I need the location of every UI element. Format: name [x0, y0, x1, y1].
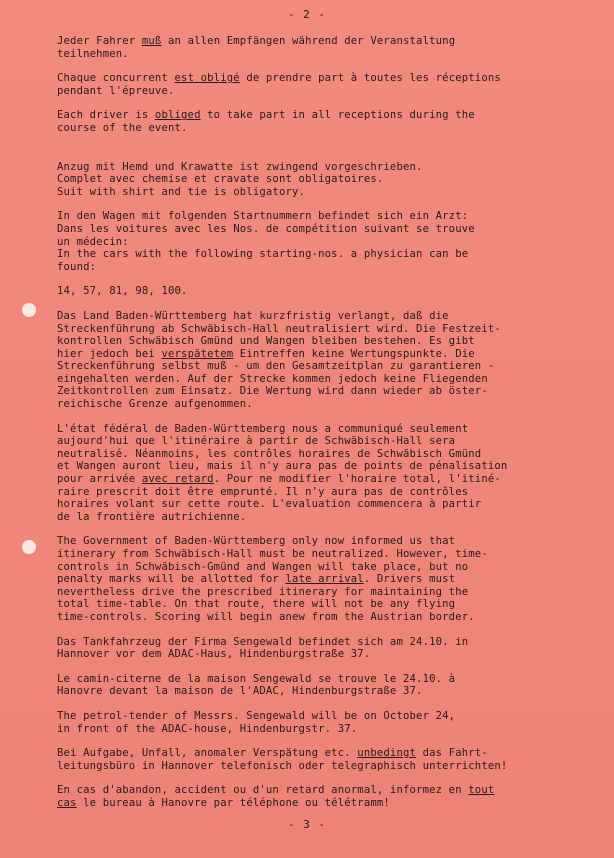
- text-segment: das Fahrt-: [416, 747, 488, 760]
- text-line: [57, 448, 597, 461]
- text-segment: Jeder Fahrer: [57, 35, 142, 47]
- paragraph: [57, 710, 597, 735]
- underlined-text: cas: [57, 796, 77, 809]
- text-segment: pour arrivée: [57, 473, 142, 486]
- page-number-top: - 2 -: [287, 8, 327, 21]
- paragraph: [57, 423, 597, 524]
- text-line: [57, 236, 597, 249]
- text-line: [57, 323, 597, 336]
- text-line: [57, 710, 597, 723]
- text-line: [57, 797, 597, 810]
- text-segment: Dans les voitures avec les Nos. de compétition suivant se trouve: [57, 222, 475, 235]
- paragraph: [57, 210, 597, 273]
- text-line: [57, 784, 597, 797]
- text-line: [57, 285, 597, 298]
- text-segment: The petrol-tender of Messrs. Sengewald will be on October 24,: [57, 709, 456, 722]
- text-segment: le bureau à Hanovre par téléphone ou télétramm!: [76, 796, 390, 809]
- text-segment: Hannover vor dem ADAC-Haus, Hindenburgstraße 37.: [57, 648, 371, 661]
- text-segment: Le camin-citerne de la maison Sengewald se trouve le 24.10. à: [57, 672, 456, 685]
- text-segment: controls in Schwäbisch-Gmünd and Wangen will take place, but no: [57, 560, 469, 573]
- document-body: [57, 35, 597, 810]
- text-line: [57, 72, 597, 85]
- text-line: [57, 348, 597, 361]
- text-line: [57, 423, 597, 436]
- text-line: [57, 373, 597, 386]
- text-segment: teilnehmen.: [57, 47, 129, 60]
- text-segment: time-controls. Scoring will begin anew from the Austrian border.: [57, 610, 475, 623]
- text-line: [57, 747, 597, 760]
- paragraph: [57, 35, 597, 60]
- text-line: [57, 486, 597, 499]
- paragraph: [57, 673, 597, 698]
- text-segment: 14, 57, 81, 98, 100.: [57, 285, 188, 298]
- text-line: [57, 398, 597, 411]
- text-segment: . Pour ne modifier l'horaire total, l'itiné-: [213, 473, 501, 486]
- punch-hole: [22, 303, 36, 317]
- text-line: [57, 548, 597, 561]
- paragraph: [57, 109, 597, 134]
- text-segment: reichische Grenze aufgenommen.: [57, 398, 253, 411]
- text-segment: eingehalten werden. Auf der Strecke kommen jedoch keine Fliegenden: [57, 372, 488, 385]
- text-segment: kontrollen Schwäbisch Gmünd und Wangen bleiben bestehen. Es gibt: [57, 335, 475, 348]
- text-segment: in front of the ADAC-house, Hindenburgstr. 37.: [57, 722, 358, 735]
- text-line: [57, 261, 597, 274]
- text-segment: total time-table. On that route, there will not be any flying: [57, 598, 456, 611]
- text-segment: Das Tankfahrzeug der Firma Sengewald befindet sich am 24.10. in: [57, 635, 469, 648]
- text-segment: found:: [57, 260, 97, 273]
- paragraph: [57, 161, 597, 199]
- text-line: [57, 573, 597, 586]
- text-line: [57, 648, 597, 661]
- text-line: [57, 35, 597, 48]
- text-segment: an allen Empfängen während der Veranstaltung: [161, 35, 456, 47]
- text-segment: En cas d'abandon, accident ou d'un retard anormal, informez en: [57, 784, 469, 797]
- text-line: [57, 511, 597, 524]
- paragraph: [57, 285, 597, 298]
- paragraph: [57, 310, 597, 411]
- text-segment: Suit with shirt and tie is obligatory.: [57, 185, 306, 198]
- text-line: [57, 248, 597, 261]
- text-segment: . Drivers must: [363, 573, 456, 586]
- underlined-text: est obligé: [174, 72, 240, 85]
- underlined-text: avec retard: [141, 473, 214, 486]
- text-line: [57, 310, 597, 323]
- underlined-text: verspätetem: [161, 347, 234, 360]
- underlined-text: obliged: [154, 109, 201, 122]
- text-line: [57, 173, 597, 186]
- text-segment: Zeitkontrollen zum Einsatz. Die Wertung wird dann wieder ab öster-: [57, 385, 488, 398]
- text-segment: Hanovre devant la maison de l'ADAC, Hindenburgstraße 37.: [57, 685, 423, 698]
- underlined-text: late arrival: [285, 573, 364, 586]
- text-segment: neutralisé. Néanmoins, les contrôles horaires de Schwäbisch Gmünd: [57, 447, 482, 460]
- text-line: [57, 598, 597, 611]
- underlined-text: muß: [141, 35, 162, 47]
- text-line: [57, 685, 597, 698]
- text-line: [57, 186, 597, 199]
- text-segment: In the cars with the following starting-nos. a physician can be: [57, 248, 469, 261]
- text-segment: course of the event.: [57, 121, 188, 134]
- text-segment: penalty marks will be allotted for: [57, 573, 286, 586]
- text-line: [57, 586, 597, 599]
- text-segment: raire prescrit doit être emprunté. Il n'y aura pas de contrôles: [57, 485, 469, 498]
- underlined-text: tout: [468, 784, 495, 797]
- text-segment: L'état fédéral de Baden-Württemberg nous a communiqué seulement: [57, 422, 469, 435]
- text-segment: In den Wagen mit folgenden Startnummern befindet sich ein Arzt:: [57, 210, 469, 223]
- page-number-bottom: - 3 -: [287, 818, 327, 831]
- text-segment: itinerary from Schwäbisch-Hall must be neutralized. However, time-: [57, 548, 488, 560]
- text-line: [57, 561, 597, 574]
- text-segment: to take part in all receptions during the: [200, 109, 475, 122]
- text-line: [57, 723, 597, 736]
- text-segment: Anzug mit Hemd und Krawatte ist zwingend vorgeschrieben.: [57, 160, 423, 173]
- paragraph: [57, 747, 597, 772]
- punch-hole: [22, 540, 36, 554]
- text-line: [57, 460, 597, 473]
- text-line: [57, 109, 597, 122]
- text-segment: Streckenführung ab Schwäbisch-Hall neutralisiert wird. Die Festzeit-: [57, 322, 501, 335]
- text-line: [57, 611, 597, 624]
- text-segment: nevertheless drive the prescribed itinerary for maintaining the: [57, 585, 469, 598]
- text-segment: et Wangen auront lieu, mais il n'y aura pas de points de pénalisation: [57, 460, 508, 473]
- text-segment: aujourd'hui que l'itinéraire à partir de Schwäbisch-Hall sera: [57, 435, 456, 448]
- text-segment: Each driver is: [57, 109, 155, 122]
- text-segment: de prendre part à toutes les réceptions: [239, 72, 501, 85]
- text-segment: hier jedoch bei: [57, 347, 162, 360]
- text-segment: Streckenführung selbst muß - um den Gesamtzeitplan zu garantieren -: [57, 360, 495, 373]
- text-line: [57, 161, 597, 174]
- text-segment: Das Land Baden-Württemberg hat kurzfristig verlangt, daß die: [57, 309, 449, 322]
- text-segment: pendant l'épreuve.: [57, 84, 175, 97]
- text-segment: leitungsbüro in Hannover telefonisch oder telegraphisch unterrichten!: [57, 759, 508, 772]
- text-line: [57, 122, 597, 135]
- text-line: [57, 210, 597, 223]
- text-segment: Bei Aufgabe, Unfall, anomaler Verspätung etc.: [57, 747, 358, 760]
- text-segment: The Government of Baden-Württemberg only now informed us that: [57, 535, 456, 548]
- text-line: [57, 335, 597, 348]
- text-line: [57, 360, 597, 373]
- paragraph: [57, 72, 597, 97]
- underlined-text: unbedingt: [357, 747, 417, 760]
- text-line: [57, 385, 597, 398]
- text-segment: horaires volant sur cette route. L'evaluation commencera à partir: [57, 498, 482, 511]
- text-segment: de la frontière autrichienne.: [57, 510, 247, 523]
- text-line: [57, 636, 597, 649]
- text-line: [57, 48, 597, 61]
- text-segment: Eintreffen keine Wertungspunkte. Die: [233, 347, 475, 360]
- text-line: [57, 673, 597, 686]
- text-line: [57, 473, 597, 486]
- text-segment: un médecin:: [57, 235, 129, 248]
- text-line: [57, 535, 597, 548]
- text-line: [57, 85, 597, 98]
- text-line: [57, 223, 597, 236]
- text-segment: Complet avec chemise et cravate sont obligatoires.: [57, 173, 384, 186]
- text-line: [57, 760, 597, 773]
- text-line: [57, 498, 597, 511]
- paragraph: [57, 636, 597, 661]
- paragraph: [57, 535, 597, 623]
- text-line: [57, 435, 597, 448]
- paragraph: [57, 784, 597, 809]
- text-segment: Chaque concurrent: [57, 72, 175, 85]
